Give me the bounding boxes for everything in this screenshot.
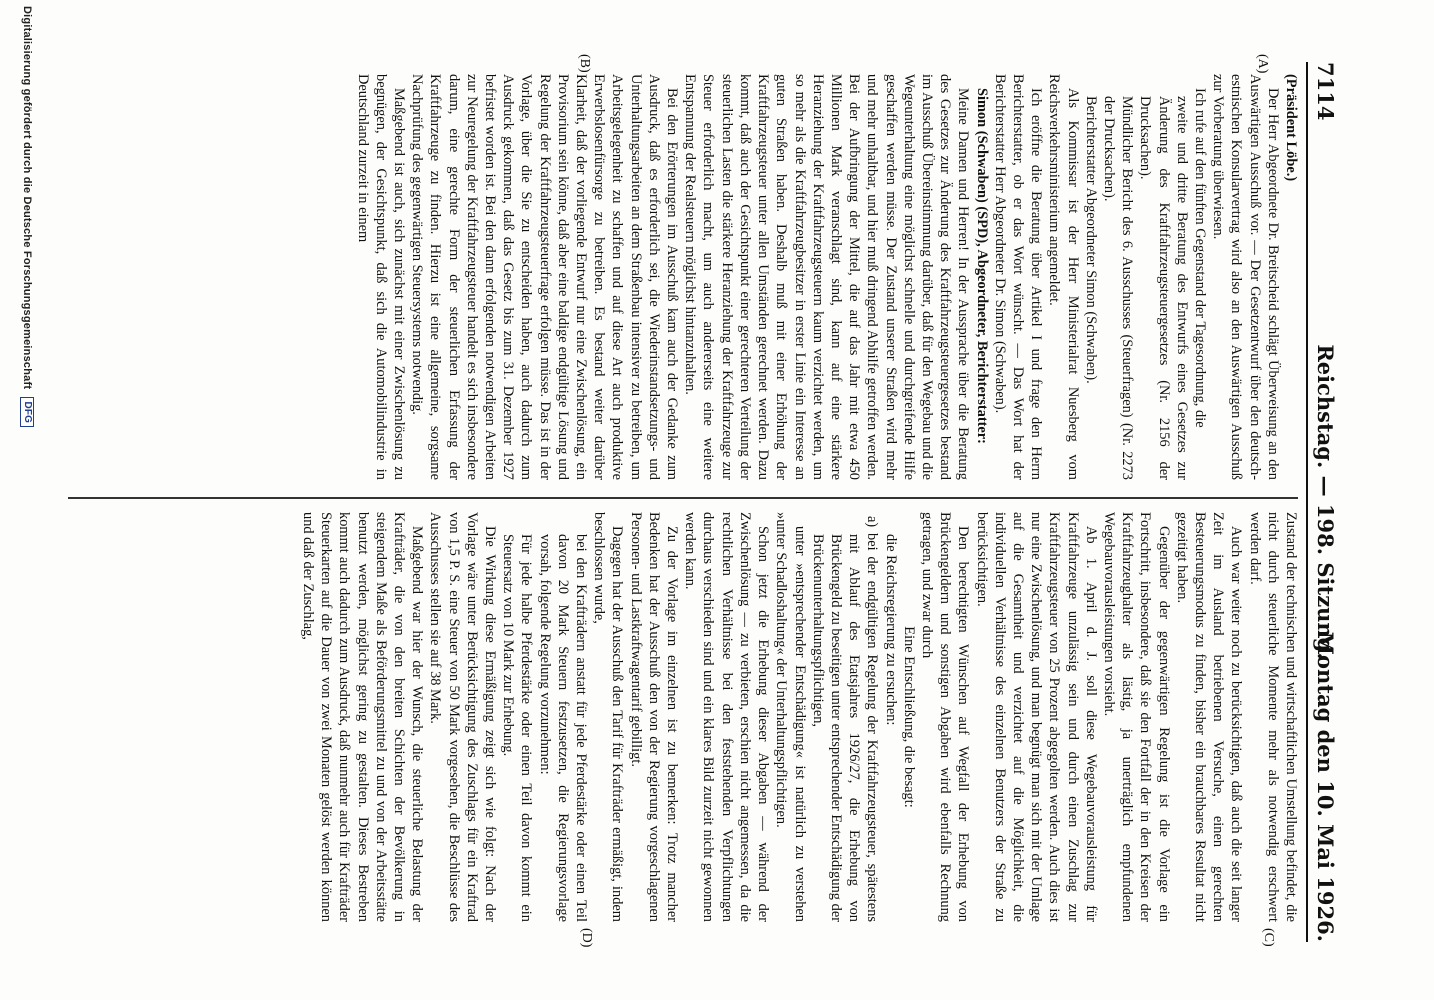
paragraph: Ab 1. April d. J. soll diese Wegebauvorausleistung für Kraftfahrzeuge unzulässig sein und durch einen Zuschlag zur Kraftfahrzeugsteuer von 25 Prozent abgegolten werden. Auch dies ist nur eine Zwischenlösung, und man begnügt man sich mit der Umlage auf die Gesamtheit und verzichtet auf die Möglichkeit, die individuellen Verhältnisse des einzelnen Benutzers der Straße zu berücksichtigen. xyxy=(973,512,1099,922)
page-header xyxy=(1306,62,1342,942)
paragraph: bei den Krafträdern anstatt für jede Pferdestärke oder einen Teil davon 20 Mark Steuern festzusetzen, die Regierungsvorlage vorsah, folgende Regelung vorzunehmen: xyxy=(536,534,590,922)
margin-mark-a: (A) xyxy=(1255,54,1270,74)
paragraph: unter »entsprechender Entschädigung« ist natürlich zu verstehen »unter Schadloshaltung« der Unterhaltungspflichtigen. xyxy=(773,512,808,922)
column-divider xyxy=(68,497,1298,499)
paragraph: die Reichsregierung zu ersuchen: xyxy=(882,534,899,726)
margin-mark-b: (B) xyxy=(577,54,592,73)
left-column xyxy=(353,74,1300,480)
session-date: Montag den 10. Mai 1926. xyxy=(1313,631,1338,942)
resolution-heading: Eine Entschließung, die besagt: xyxy=(900,626,917,808)
paragraph: Gegenüber der gegenwärtigen Regelung ist die Vorlage ein Fortschritt, insbesondere, daß sie den Fortfall der in den Kreisen der Kraftfahrzeughalter als lästig, ja unerträglich empfundenen Wegebauvorausleistungen vorsieht. xyxy=(1100,512,1172,922)
paragraph: Dagegen hat der Ausschuß den Tarif für Krafträder ermäßigt, indem beschlossen wurde, xyxy=(591,512,626,922)
paragraph: Schon jetzt die Erhebung dieser Abgaben — während der Zwischenlösung — zu verbieten, erschien nicht angemessen, da die rechtlichen Verhältnisse bei den feststehenden Verpflichtungen durchaus verschieden sind und ein klares Bild zurzeit nicht gewonnen werden kann. xyxy=(682,512,772,922)
margin-mark-d: (D) xyxy=(579,928,594,948)
paragraph: Auch war weiter noch zu berücksichtigen, daß auch die seit langer Zeit im Ausland betriebenen Versuche, einen gerechten Besteuerungsmodus zu finden, bisher ein brauchbares Resultat nicht gezeitigt haben. xyxy=(1173,512,1245,922)
paragraph: Meine Damen und Herren! In der Aussprache über die Beratung des Gesetzes zur Änderung des Kraftfahrzeugsteuergesetzes bestand im Ausschuß Übereinstimmung darüber, daß für den Wegebau und die Wegeunterhaltung eine möglichst schnelle und durchgreifende Hilfe geschaffen werden müsse. Der Zustand unserer Straßen wird mehr und mehr unhaltbar, und hier muß dringend Abhilfe getroffen werden. Bei der Aufbringung der Mittel, die auf das Jahr mit etwa 450 Millionen Mark veranschlagt sind, kann auf eine stärkere Heranziehung der Kraftfahrzeugsteuern kaum verzichtet werden, um so mehr als die Kraftfahrzeugbesitzer in erster Linie ein Interesse an guten Straßen haben. Deshalb muß mit einer Erhöhung der Kraftfahrzeugsteuer unter allen Umständen gerechnet werden. Dazu kommt, daß auch der Gesichtspunkt einer gerechteren Verteilung der steuerlichen Lasten die stärkere Heranziehung der Kraftfahrzeuge zur Steuer erforderlich macht, um auch andererseits eine weitere Entspannung der Realsteuern möglichst hintanzuhalten. xyxy=(682,74,972,480)
dfg-logo: DFG xyxy=(20,397,34,427)
digitization-credit-text: Digitalisierung gefördert durch die Deutsche Forschungsgemeinschaft xyxy=(21,6,34,390)
agenda-item: Mündlicher Bericht des 6. Ausschusses (Steuerfragen) (Nr. 2273 der Drucksachen). xyxy=(1100,96,1136,480)
right-column xyxy=(299,512,1300,922)
speaker-label: Simon (Schwaben) (SPD), Abgeordneter, Berichterstatter: xyxy=(973,88,990,444)
paragraph: Ich eröffne die Beratung über Artikel I und frage den Herrn Berichterstatter, ob er das Wort wünscht. — Das Wort hat der Berichterstatter Herr Abgeordneter Dr. Simon (Schwaben). xyxy=(991,74,1045,480)
paragraph: Zu der Vorlage im einzelnen ist zu bemerken: Trotz mancher Bedenken hat der Ausschuß den von der Regierung vorgeschlagenen Personen- und Lastkraftwagentarif gebilligt. xyxy=(627,512,681,922)
digitization-credit xyxy=(20,6,34,427)
paragraph: Ich rufe auf den fünften Gegenstand der Tagesordnung, die xyxy=(1191,88,1208,428)
paragraph: Die Wirkung diese Ermäßigung zeigt sich wie folgt: Nach der Vorlage wäre unter Berücksichtigung des Zuschlags für ein Kraftrad von 1,5 P. S. eine Steuer von 50 Mark vorgesehen, die Beschlüsse des Ausschusses stellen sie auf 38 Mark. xyxy=(427,512,499,922)
session-title: Reichstag. — 198. Sitzung. xyxy=(1313,344,1338,660)
agenda-item: zweite und dritte Beratung des Entwurfs eines Gesetzes zur Änderung des Kraftfahrzeugsteuergesetzes (Nr. 2156 der Drucksachen). xyxy=(1137,96,1190,480)
paragraph: Für jede halbe Pferdestärke oder einen Teil davon kommt ein Steuersatz von 10 Mark zur Erhebung. xyxy=(500,534,535,922)
paragraph: Der Herr Abgeordnete Dr. Breitscheid schlägt Überweisung an den Auswärtigen Ausschuß vor. — Der Gesetzentwurf über den deutsch-estnischen Konsularvertrag wird also an den Auswärtigen Ausschuß zur Vorberatung überwiesen. xyxy=(1210,74,1281,480)
paragraph: Den berechtigten Wünschen auf Wegfall der Erhebung von Brückengeldern und sonstigen Abgaben wird ebenfalls Rechnung getragen, und zwar durch xyxy=(918,512,972,922)
page-number: 7114 xyxy=(1313,62,1338,121)
paragraph: Zustand der technischen und wirtschaftlichen Umstellung befindet, die nicht durch steuerliche Momente mehr als notwendig erschwert werden darf. xyxy=(1246,512,1299,922)
margin-mark-c: (C) xyxy=(1261,928,1276,947)
paragraph: Als Kommissar ist der Herr Ministerialrat Nuesberg vom Reichsverkehrsministerium angemeldet. xyxy=(1046,74,1081,480)
president-label: (Präsident Löbe.) xyxy=(1283,74,1299,182)
paragraph: Maßgebend ist auch, sich zunächst mit einer Zwischenlösung zu begnügen, der Gesichtspunkt, daß sich die Automobilindustrie in Deutschland zurzeit in einem xyxy=(354,74,408,480)
paragraph: Bei den Erörterungen im Ausschuß kam auch der Gedanke zum Ausdruck, daß es erforderlich sei, die Wiederinstandsetzungs- und Unterhaltungsarbeiten an dem Straßenbau intensiver zu betreiben, um Arbeitsgelegenheit zu schaffen und auf diese Art auch produktive Erwerbslosenfürsorge zu betreiben. Es bestand weiter darüber Klarheit, daß der vorliegende Entwurf nur eine Zwischenlösung, ein Provisorium sein könne, daß aber eine baldige endgültige Lösung und Regelung der Kraftfahrzeugsteuerfrage erfolgen müsse. Das ist in der Vorlage, über die Sie zu entscheiden haben, auch dadurch zum Ausdruck gekommen, daß das Gesetz bis zum 31. Dezember 1927 befristet worden ist. Bei den dann erfolgenden notwendigen Arbeiten zur Neuregelung der Kraftfahrzeugsteuer handelt es sich insbesondere darum, eine gerechte Form der steuerlichen Erfassung der Kraftfahrzeuge zu finden. Hierzu ist eine allgemeine, sorgsame Nachprüfung des gegenwärtigen Steuersystems notwendig. xyxy=(409,74,681,480)
resolution-item: a) bei der endgültigen Regelung der Kraftfahrzeugsteuer, spätestens mit Ablauf des Etatsjahres 1926/27, die Erhebung von Brückengeld zu beseitigen unter entsprechender Entschädigung der Brückenunterhaltungspflichtigen, xyxy=(809,516,881,922)
paragraph: Maßgebend war hier der Wunsch, die steuerliche Belastung der Krafträder, die von den breiten Schichten der Bevölkerung in steigendem Maße als Beförderungsmittel zu und von der Arbeitsstätte benutzt werden, möglichst gering zu gestalten. Dieses Bestreben kommt auch dadurch zum Ausdruck, daß nunmehr auch für Krafträder Steuerkarten auf die Dauer von zwei Monaten gelöst werden können und daß der Zuschlag, xyxy=(300,512,426,922)
agenda-item: Berichterstatter Abgeordneter Simon (Schwaben). xyxy=(1082,96,1099,384)
